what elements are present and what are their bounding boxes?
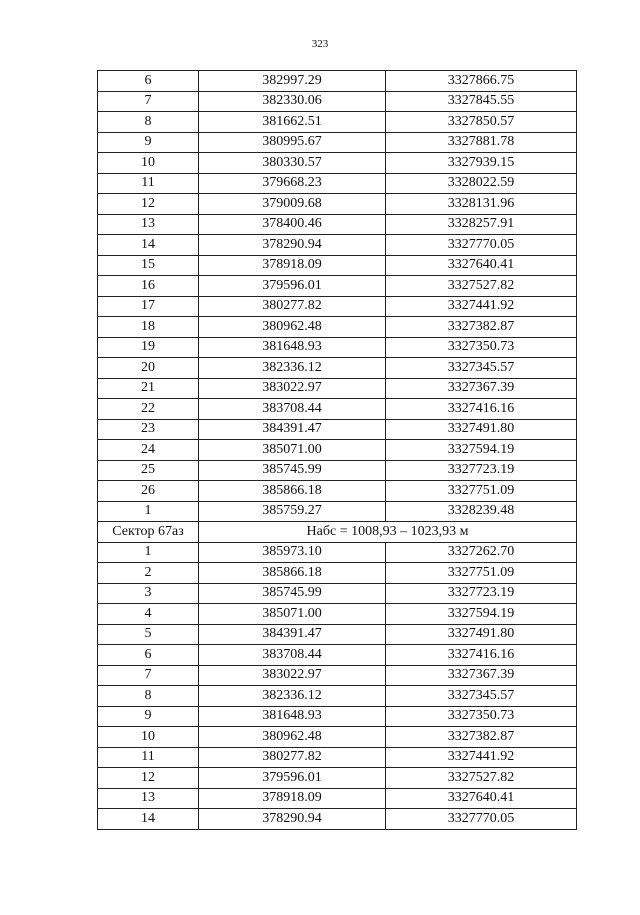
coord-y: 3327751.09 xyxy=(386,481,577,502)
table-row xyxy=(98,317,577,338)
point-number: 6 xyxy=(98,645,199,666)
coord-x: 384391.47 xyxy=(199,624,386,645)
point-number: 22 xyxy=(98,399,199,420)
point-number: 12 xyxy=(98,768,199,789)
table-row xyxy=(98,255,577,276)
table-row xyxy=(98,604,577,625)
sector-label: Сектор 67аз xyxy=(98,522,199,543)
coord-x: 384391.47 xyxy=(199,419,386,440)
coord-x: 382336.12 xyxy=(199,686,386,707)
table-row xyxy=(98,768,577,789)
coord-x: 378290.94 xyxy=(199,235,386,256)
coord-x: 380277.82 xyxy=(199,747,386,768)
table-row xyxy=(98,112,577,133)
point-number: 1 xyxy=(98,542,199,563)
table-row xyxy=(98,665,577,686)
coord-x: 378290.94 xyxy=(199,809,386,830)
page-number: 323 xyxy=(311,38,329,50)
coord-y: 3327770.05 xyxy=(386,235,577,256)
table-row xyxy=(98,501,577,522)
coord-y: 3327382.87 xyxy=(386,727,577,748)
table-row xyxy=(98,71,577,92)
point-number: 19 xyxy=(98,337,199,358)
point-number: 23 xyxy=(98,419,199,440)
table-row xyxy=(98,91,577,112)
point-number: 1 xyxy=(98,501,199,522)
coord-x: 380330.57 xyxy=(199,153,386,174)
coord-x: 385973.10 xyxy=(199,542,386,563)
coord-x: 385071.00 xyxy=(199,440,386,461)
point-number: 10 xyxy=(98,153,199,174)
point-number: 7 xyxy=(98,665,199,686)
coord-x: 380962.48 xyxy=(199,317,386,338)
coord-x: 385759.27 xyxy=(199,501,386,522)
coord-y: 3327881.78 xyxy=(386,132,577,153)
table-row xyxy=(98,276,577,297)
sector-header-row xyxy=(98,522,577,543)
coord-y: 3327723.19 xyxy=(386,460,577,481)
coord-y: 3327350.73 xyxy=(386,706,577,727)
coord-x: 378400.46 xyxy=(199,214,386,235)
coord-y: 3327527.82 xyxy=(386,768,577,789)
point-number: 9 xyxy=(98,132,199,153)
coord-y: 3327770.05 xyxy=(386,809,577,830)
coord-y: 3327640.41 xyxy=(386,788,577,809)
point-number: 6 xyxy=(98,71,199,92)
table-row xyxy=(98,542,577,563)
table-row xyxy=(98,583,577,604)
point-number: 25 xyxy=(98,460,199,481)
coordinates-table xyxy=(97,70,577,830)
point-number: 13 xyxy=(98,214,199,235)
coord-x: 379668.23 xyxy=(199,173,386,194)
coord-x: 382997.29 xyxy=(199,71,386,92)
coord-y: 3327594.19 xyxy=(386,604,577,625)
sector-height-range: Набс = 1008,93 – 1023,93 м xyxy=(199,522,577,543)
point-number: 20 xyxy=(98,358,199,379)
table-row xyxy=(98,460,577,481)
coord-y: 3328022.59 xyxy=(386,173,577,194)
table-row xyxy=(98,337,577,358)
table-row xyxy=(98,706,577,727)
coord-x: 378918.09 xyxy=(199,255,386,276)
point-number: 16 xyxy=(98,276,199,297)
point-number: 7 xyxy=(98,91,199,112)
coord-y: 3327594.19 xyxy=(386,440,577,461)
point-number: 11 xyxy=(98,747,199,768)
point-number: 10 xyxy=(98,727,199,748)
coord-y: 3327751.09 xyxy=(386,563,577,584)
coord-y: 3327845.55 xyxy=(386,91,577,112)
point-number: 2 xyxy=(98,563,199,584)
coord-y: 3327441.92 xyxy=(386,747,577,768)
coord-y: 3327441.92 xyxy=(386,296,577,317)
point-number: 15 xyxy=(98,255,199,276)
table-row xyxy=(98,235,577,256)
point-number: 24 xyxy=(98,440,199,461)
point-number: 8 xyxy=(98,112,199,133)
table-row xyxy=(98,747,577,768)
coord-x: 385745.99 xyxy=(199,583,386,604)
point-number: 8 xyxy=(98,686,199,707)
point-number: 11 xyxy=(98,173,199,194)
point-number: 18 xyxy=(98,317,199,338)
coord-x: 385866.18 xyxy=(199,563,386,584)
point-number: 9 xyxy=(98,706,199,727)
coord-x: 382330.06 xyxy=(199,91,386,112)
coord-x: 380277.82 xyxy=(199,296,386,317)
table-row xyxy=(98,624,577,645)
coord-y: 3328131.96 xyxy=(386,194,577,215)
coord-x: 385071.00 xyxy=(199,604,386,625)
coord-x: 381648.93 xyxy=(199,337,386,358)
coord-y: 3327939.15 xyxy=(386,153,577,174)
point-number: 4 xyxy=(98,604,199,625)
coord-x: 379596.01 xyxy=(199,768,386,789)
point-number: 5 xyxy=(98,624,199,645)
coord-x: 383708.44 xyxy=(199,645,386,666)
point-number: 17 xyxy=(98,296,199,317)
coord-y: 3327367.39 xyxy=(386,378,577,399)
table-row xyxy=(98,645,577,666)
point-number: 14 xyxy=(98,235,199,256)
coord-y: 3328257.91 xyxy=(386,214,577,235)
coord-x: 381648.93 xyxy=(199,706,386,727)
sector-header-block xyxy=(98,522,577,543)
table-row xyxy=(98,378,577,399)
coordinates-block-bottom xyxy=(98,542,577,829)
coord-y: 3327850.57 xyxy=(386,112,577,133)
coord-x: 383022.97 xyxy=(199,378,386,399)
table-row xyxy=(98,481,577,502)
coord-y: 3327491.80 xyxy=(386,419,577,440)
table-row xyxy=(98,194,577,215)
coord-y: 3327367.39 xyxy=(386,665,577,686)
point-number: 3 xyxy=(98,583,199,604)
coord-y: 3327416.16 xyxy=(386,645,577,666)
table-row xyxy=(98,399,577,420)
table-row xyxy=(98,686,577,707)
coord-y: 3327345.57 xyxy=(386,686,577,707)
coord-y: 3327416.16 xyxy=(386,399,577,420)
point-number: 12 xyxy=(98,194,199,215)
coord-x: 378918.09 xyxy=(199,788,386,809)
coord-y: 3327345.57 xyxy=(386,358,577,379)
table-row xyxy=(98,809,577,830)
point-number: 26 xyxy=(98,481,199,502)
coord-y: 3327262.70 xyxy=(386,542,577,563)
point-number: 14 xyxy=(98,809,199,830)
coord-x: 380962.48 xyxy=(199,727,386,748)
table-row xyxy=(98,563,577,584)
coord-x: 383708.44 xyxy=(199,399,386,420)
point-number: 21 xyxy=(98,378,199,399)
coord-x: 380995.67 xyxy=(199,132,386,153)
coordinates-block-top xyxy=(98,71,577,522)
table-row xyxy=(98,296,577,317)
point-number: 13 xyxy=(98,788,199,809)
table-row xyxy=(98,132,577,153)
coord-x: 385745.99 xyxy=(199,460,386,481)
table-row xyxy=(98,788,577,809)
coord-x: 379009.68 xyxy=(199,194,386,215)
table-row xyxy=(98,153,577,174)
coord-x: 385866.18 xyxy=(199,481,386,502)
coord-x: 382336.12 xyxy=(199,358,386,379)
coord-y: 3327527.82 xyxy=(386,276,577,297)
table-row xyxy=(98,419,577,440)
coord-y: 3327640.41 xyxy=(386,255,577,276)
coord-x: 379596.01 xyxy=(199,276,386,297)
coord-y: 3327382.87 xyxy=(386,317,577,338)
coord-x: 383022.97 xyxy=(199,665,386,686)
table-row xyxy=(98,173,577,194)
table-row xyxy=(98,358,577,379)
table-row xyxy=(98,727,577,748)
table-row xyxy=(98,214,577,235)
coord-y: 3327491.80 xyxy=(386,624,577,645)
table-row xyxy=(98,440,577,461)
coord-y: 3327350.73 xyxy=(386,337,577,358)
coord-y: 3328239.48 xyxy=(386,501,577,522)
coord-y: 3327866.75 xyxy=(386,71,577,92)
coord-x: 381662.51 xyxy=(199,112,386,133)
coord-y: 3327723.19 xyxy=(386,583,577,604)
